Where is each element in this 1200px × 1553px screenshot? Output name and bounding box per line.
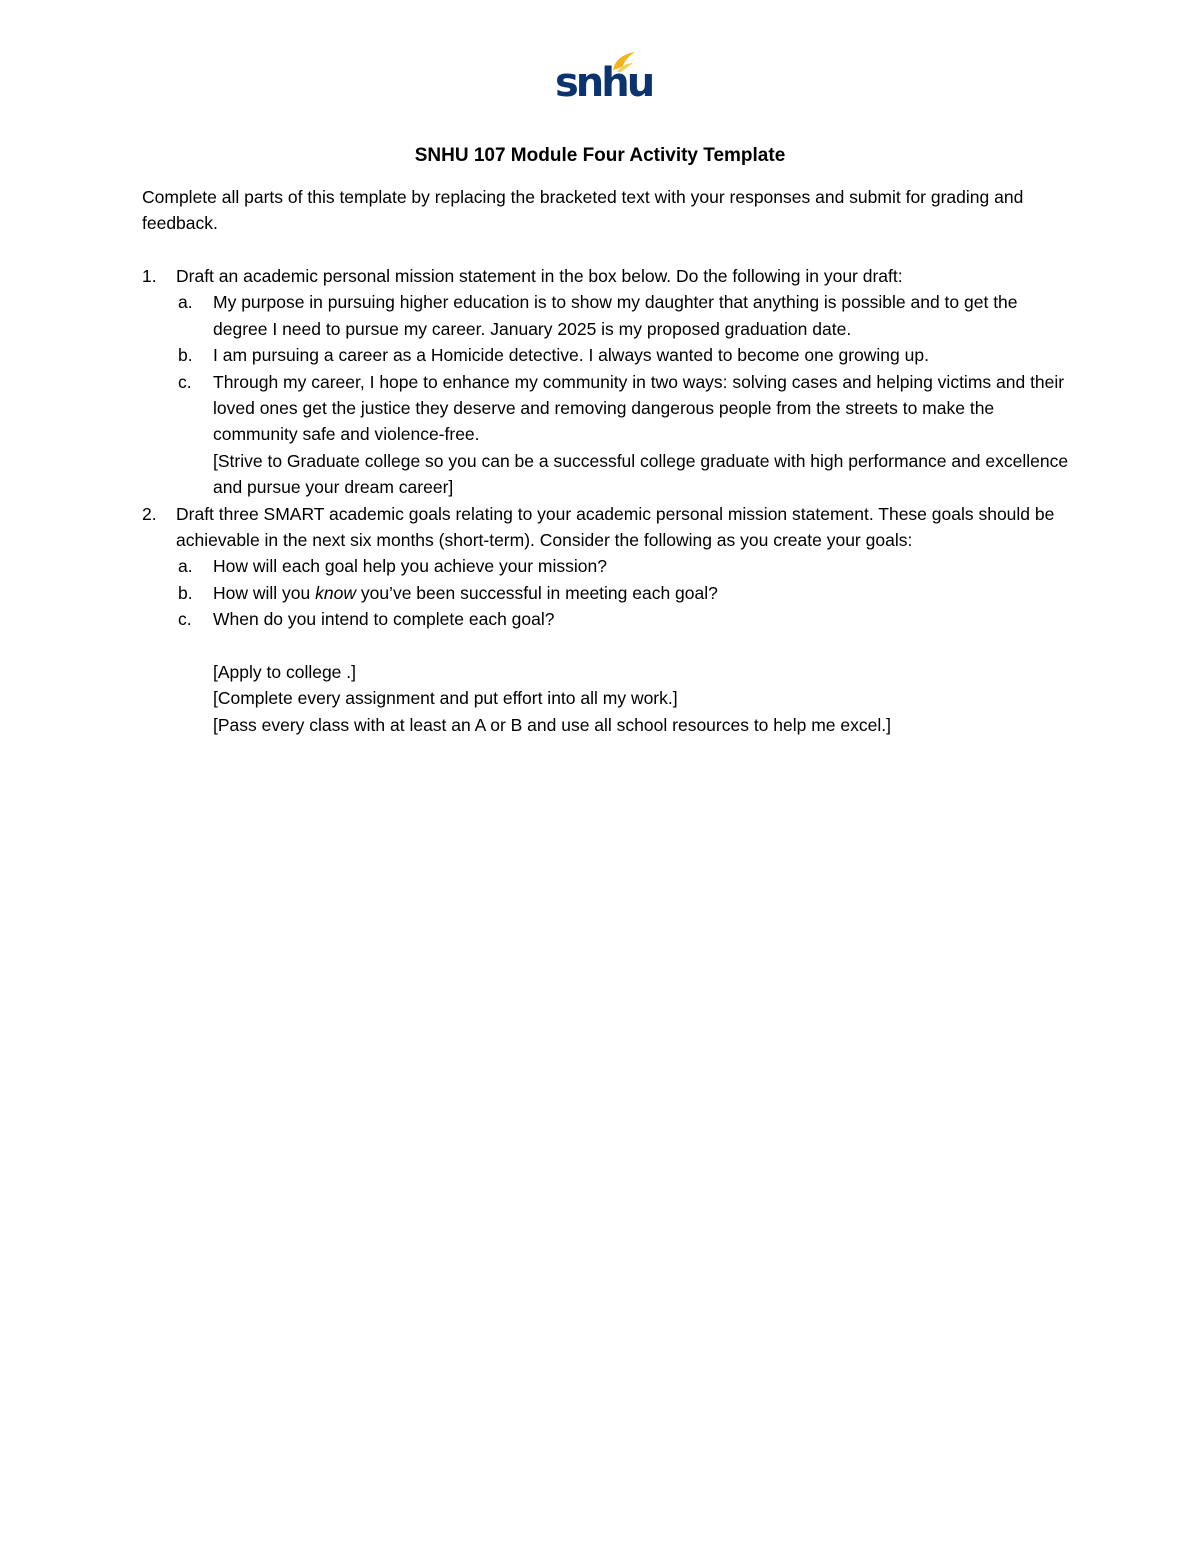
sub-item-1c xyxy=(142,369,1072,448)
sub-item-letter: c. xyxy=(178,609,192,630)
snhu-logo xyxy=(553,48,653,110)
sub-item-letter: c. xyxy=(178,371,192,392)
sub-item-text: My purpose in pursuing higher education is to show my daughter that anything is possible and to get the degree I need to pursue my career. January 2025 is my proposed graduation date. xyxy=(213,292,1018,339)
goal-response-3: [Pass every class with at least an A or B and use all school resources to help me excel.] xyxy=(213,714,891,735)
sub-item-text: How will each goal help you achieve your mission? xyxy=(213,556,607,577)
sub-item-letter: a. xyxy=(178,292,193,313)
sub-item-text-emphasis: know xyxy=(315,582,356,603)
sub-item-text: When do you intend to complete each goal? xyxy=(213,609,555,630)
list-item-2 xyxy=(142,501,1072,554)
sub-item-1a xyxy=(142,289,1072,342)
sub-item-letter: b. xyxy=(178,582,193,603)
list-item-1 xyxy=(142,263,1072,289)
goal-response-1: [Apply to college .] xyxy=(213,662,356,683)
sub-item-2a xyxy=(142,553,1072,579)
sub-item-letter: b. xyxy=(178,345,193,366)
document-title: SNHU 107 Module Four Activity Template xyxy=(414,145,786,166)
sub-item-2c xyxy=(142,606,1072,632)
sub-item-letter: a. xyxy=(178,556,193,577)
sub-item-2b xyxy=(142,580,1072,606)
sub-item-text: I am pursuing a career as a Homicide detective. I always wanted to become one growing up. xyxy=(213,345,929,366)
list-item-number: 2. xyxy=(142,503,157,524)
sub-item-text-before: How will you xyxy=(213,582,316,603)
goal-response-2: [Complete every assignment and put effort into all my work.] xyxy=(213,688,678,709)
sub-item-text-after: you’ve been successful in meeting each goal? xyxy=(355,582,718,603)
logo-wordmark: snhu xyxy=(555,60,653,106)
blank-line xyxy=(142,633,1072,659)
list-item-number: 1. xyxy=(142,266,157,286)
list-item-text: Draft an academic personal mission statement in the box below. Do the following in your draft: xyxy=(176,266,903,286)
mission-statement-response: [Strive to Graduate college so you can be a successful college graduate with high performance and excellence and pursue your dream career] xyxy=(213,450,1069,498)
sub-item-1b xyxy=(142,342,1072,368)
intro-paragraph: Complete all parts of this template by replacing the bracketed text with your responses and submit for grading and feedback. xyxy=(142,187,1024,234)
sub-item-text: Through my career, I hope to enhance my community in two ways: solving cases and helping victims and their loved ones get the justice they deserve and removing dangerous people from the streets to make the community safe and violence-free. xyxy=(213,371,1065,445)
instruction-list xyxy=(142,263,1072,738)
list-item-text: Draft three SMART academic goals relating to your academic personal mission statement. These goals should be achievable in the next six months (short-term). Consider the following as you create your goals: xyxy=(176,503,1055,551)
